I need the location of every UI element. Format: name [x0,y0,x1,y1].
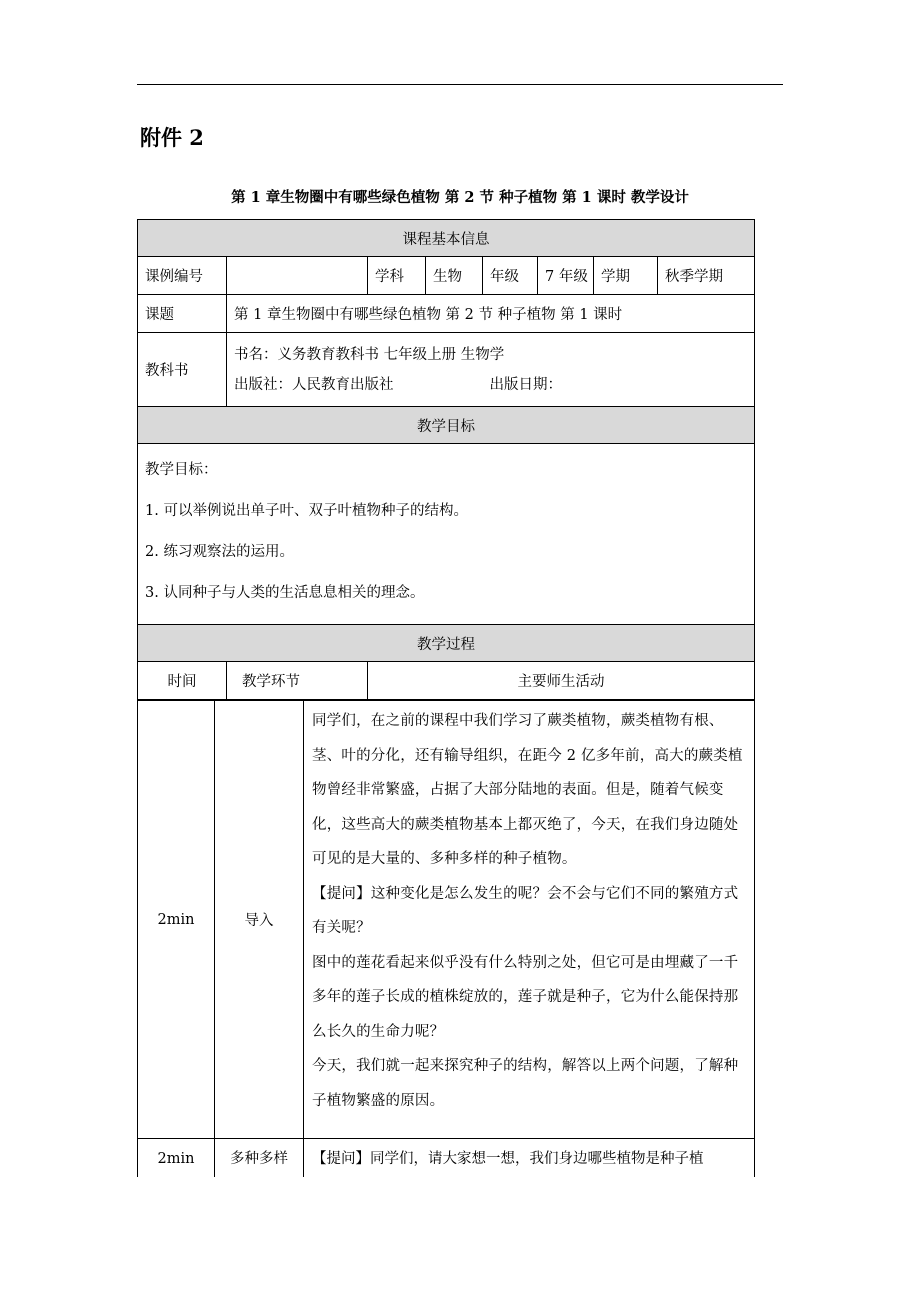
term-value: 秋季学期 [658,257,755,295]
topic-label: 课题 [138,295,227,333]
process-table [137,700,755,1177]
activity-paragraph: 【提问】这种变化是怎么发生的呢？会不会与它们不同的繁殖方式有关呢？ [312,885,739,936]
col-activity-header: 主要师生活动 [368,662,755,700]
activity-paragraph: 图中的莲花看起来似乎没有什么特别之处，但它可是由埋藏了一千多年的莲子长成的植株绽放的，莲子就是种子，它为什么能保持那么长久的生命力呢？ [312,954,739,1040]
col-stage-header [227,662,368,700]
grade-label: 年级 [483,257,538,295]
publisher-line [234,370,747,400]
activity-paragraph: 同学们，在之前的课程中我们学习了蕨类植物，蕨类植物有根、茎、叶的分化，还有输导组织，在距今 2 亿多年前，高大的蕨类植物曾经非常繁盛，占据了大部分陆地的表面。但是，随着气候变化，这些高大的蕨类植物基本上都灭绝了，今天，在我们身边随处可见的是大量的、多种多样的种子植物。 [312,713,743,867]
process-time: 2min [138,1139,215,1177]
course-info-header: 课程基本信息 [138,220,755,257]
header-rule [137,84,783,85]
activity-paragraph: 今天，我们就一起来探究种子的结构，解答以上两个问题，了解种子植物繁盛的原因。 [312,1058,739,1109]
lesson-plan-table [137,219,755,700]
process-header: 教学过程 [138,625,755,662]
textbook-label: 教科书 [138,333,227,407]
subject-value: 生物 [426,257,483,295]
case-no-value [227,257,368,295]
attachment-label: 附件 2 [140,125,204,150]
col-stage-label: 教学环节 [242,674,300,690]
objective-item: 1. 可以举例说出单子叶、双子叶植物种子的结构。 [145,503,468,519]
col-time-header: 时间 [138,662,227,700]
process-stage: 导入 [215,701,304,1139]
process-time: 2min [138,701,215,1139]
grade-value: 7 年级 [538,257,594,295]
objectives-body [138,444,755,625]
objective-item: 3. 认同种子与人类的生活息息相关的理念。 [145,585,425,601]
textbook-details [227,333,755,407]
objective-item: 2. 练习观察法的运用。 [145,544,294,560]
term-label: 学期 [594,257,658,295]
topic-value: 第 1 章生物圈中有哪些绿色植物 第 2 节 种子植物 第 1 课时 [227,295,755,333]
subject-label: 学科 [368,257,426,295]
case-no-label: 课例编号 [138,257,227,295]
publish-date: 出版日期： [489,376,562,393]
book-name: 书名：义务教育教科书 七年级上册 生物学 [234,346,505,363]
process-activity: 【提问】同学们，请大家想一想，我们身边哪些植物是种子植 [304,1139,755,1177]
objectives-intro: 教学目标： [145,462,218,478]
objectives-header: 教学目标 [138,407,755,444]
process-activity [304,701,755,1139]
process-stage: 多种多样 [215,1139,304,1177]
document-title: 第 1 章生物圈中有哪些绿色植物 第 2 节 种子植物 第 1 课时 教学设计 [231,189,689,206]
publisher: 出版社：人民教育出版社 [234,376,394,393]
